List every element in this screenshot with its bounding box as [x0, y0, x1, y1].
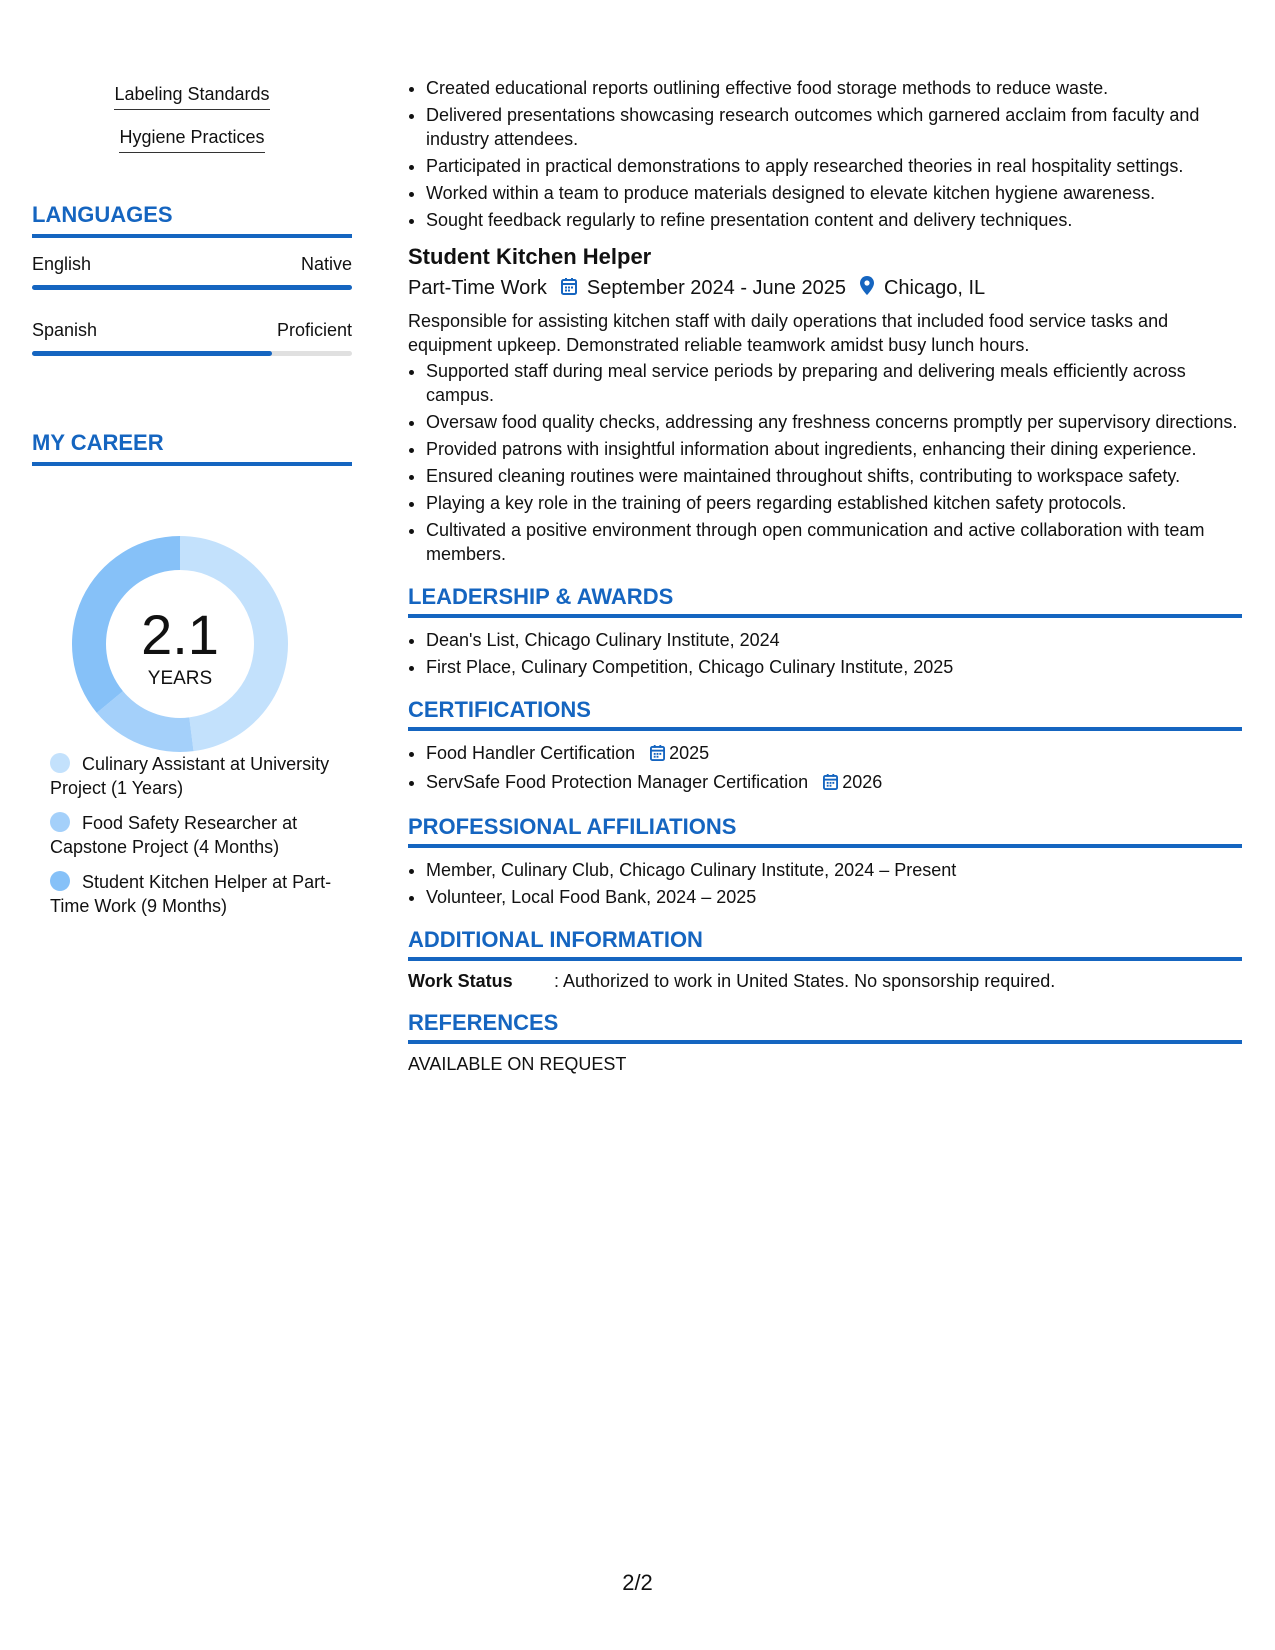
- career-legend-item: Student Kitchen Helper at Part-Time Work (9 Months): [50, 872, 332, 916]
- bullet-item: • Ensured cleaning routines were maintained throughout shifts, contributing to workspace safety.: [426, 464, 1242, 488]
- legend-dot: [50, 812, 70, 832]
- language-bar-fill: [32, 285, 352, 290]
- career-donut-chart: [66, 530, 294, 758]
- bullet-item: • Participated in practical demonstrations to apply researched theories in real hospitality settings.: [426, 154, 1242, 178]
- donut-center: [66, 530, 294, 758]
- leadership-heading: LEADERSHIP & AWARDS: [408, 584, 1242, 618]
- language-row: [32, 320, 352, 341]
- skill-tag: Labeling Standards: [32, 84, 352, 110]
- job-bullets: [408, 359, 1242, 566]
- languages-heading: LANGUAGES: [32, 202, 352, 238]
- bullet-item: • Playing a key role in the training of peers regarding established kitchen safety protocols.: [426, 491, 1242, 515]
- list-item: • First Place, Culinary Competition, Chicago Culinary Institute, 2025: [426, 655, 1242, 679]
- location-pin-icon: [860, 276, 874, 301]
- list-item: • Volunteer, Local Food Bank, 2024 – 2025: [426, 885, 1242, 909]
- language-row: [32, 254, 352, 275]
- calendar-icon: [561, 277, 577, 301]
- language-level: Native: [300, 254, 352, 274]
- career-total: 2.1: [141, 603, 219, 666]
- career-unit: YEARS: [147, 668, 213, 689]
- job-title: Student Kitchen Helper: [408, 244, 652, 269]
- legend-dot: [50, 753, 70, 773]
- job-description: Responsible for assisting kitchen staff with daily operations that included food service tasks and equipment upkeep. Demonstrated reliable teamwork amidst busy lunch hours.: [408, 311, 1169, 355]
- references-text: AVAILABLE ON REQUEST: [408, 1054, 627, 1074]
- language-bar: [32, 285, 352, 290]
- right-column: [408, 0, 1242, 1075]
- job-company: Part-Time Work: [408, 277, 547, 299]
- skill-tag: Hygiene Practices: [32, 127, 352, 153]
- bullet-item: • Oversaw food quality checks, addressing any freshness concerns promptly per supervisory directions.: [426, 410, 1242, 434]
- work-status-value: : Authorized to work in United States. No sponsorship required.: [554, 971, 1056, 991]
- language-name: English: [32, 254, 92, 274]
- bullet-item: • Sought feedback regularly to refine presentation content and delivery techniques.: [426, 208, 1242, 232]
- certification-year: 2026: [842, 772, 883, 792]
- job-dates: September 2024 - June 2025: [586, 277, 846, 299]
- language-name: Spanish: [32, 320, 98, 340]
- bullet-item: • Supported staff during meal service periods by preparing and delivering meals efficiently across campus.: [426, 359, 1242, 407]
- bullet-item: • Delivered presentations showcasing research outcomes which garnered acclaim from faculty and industry attendees.: [426, 103, 1242, 151]
- calendar-icon: [823, 772, 838, 796]
- language-bar: [32, 351, 352, 356]
- bullet-item: • Provided patrons with insightful information about ingredients, enhancing their dining experience.: [426, 437, 1242, 461]
- career-legend-item: Food Safety Researcher at Capstone Project (4 Months): [50, 813, 298, 857]
- previous-job-bullets: [408, 76, 1242, 232]
- bullet-item: • Worked within a team to produce materials designed to elevate kitchen hygiene awareness.: [426, 181, 1242, 205]
- page-number: 2/2: [622, 1570, 653, 1595]
- job-location: Chicago, IL: [883, 277, 986, 299]
- certifications-heading: CERTIFICATIONS: [408, 697, 1242, 731]
- list-item: • Dean's List, Chicago Culinary Institute, 2024: [426, 628, 1242, 652]
- certification-name: Food Handler Certification: [426, 743, 636, 763]
- language-level: Proficient: [276, 320, 352, 340]
- language-bar-fill: [32, 351, 272, 356]
- certifications-list: [408, 741, 1242, 796]
- additional-info-heading: ADDITIONAL INFORMATION: [408, 927, 1242, 961]
- work-status-label: Work Status: [408, 971, 513, 991]
- list-item: • Member, Culinary Club, Chicago Culinary Institute, 2024 – Present: [426, 858, 1242, 882]
- certification-item: [426, 770, 1242, 796]
- affiliations-heading: PROFESSIONAL AFFILIATIONS: [408, 814, 1242, 848]
- affiliations-list: [408, 858, 1242, 909]
- certification-year: 2025: [669, 743, 710, 763]
- certification-item: [426, 741, 1242, 767]
- job-meta: [408, 276, 1242, 301]
- legend-dot: [50, 871, 70, 891]
- bullet-item: • Created educational reports outlining effective food storage methods to reduce waste.: [426, 76, 1242, 100]
- references-heading: REFERENCES: [408, 1010, 1242, 1044]
- certification-name: ServSafe Food Protection Manager Certification: [426, 772, 809, 792]
- bullet-item: • Cultivated a positive environment through open communication and active collaboration with team members.: [426, 518, 1242, 566]
- career-heading: MY CAREER: [32, 430, 352, 466]
- calendar-icon: [650, 743, 665, 767]
- work-status-row: [408, 971, 1242, 992]
- career-legend-item: Culinary Assistant at University Project (1 Years): [50, 754, 330, 798]
- leadership-list: [408, 628, 1242, 679]
